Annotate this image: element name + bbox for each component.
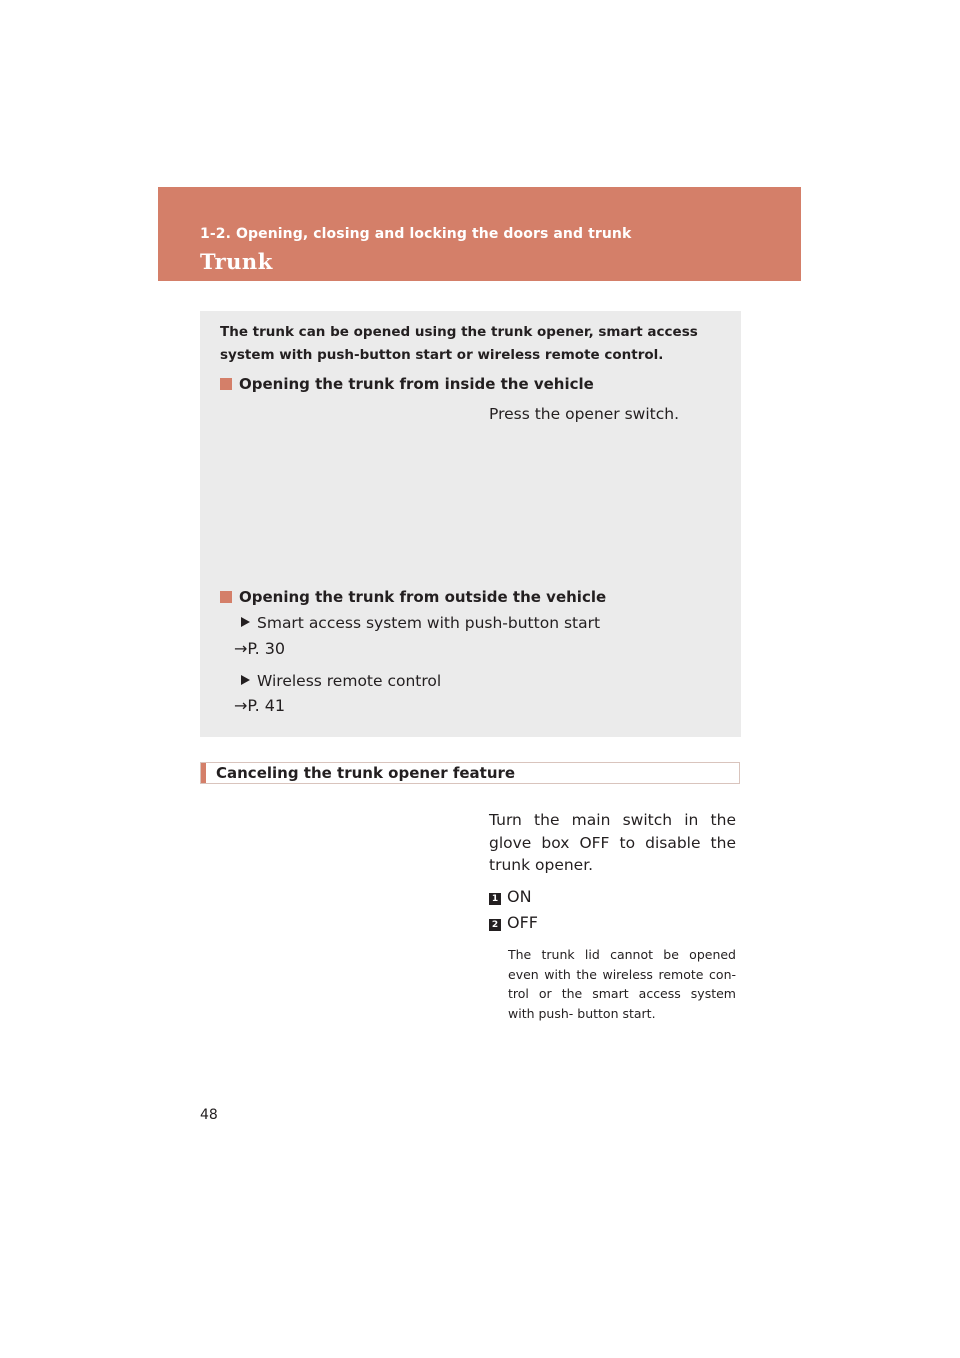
page-number: 48 [200, 1107, 218, 1123]
cancel-text: Turn the main switch in the glove box OFF to disable the trunk opener. [489, 811, 736, 874]
item-off [489, 913, 538, 932]
outside-heading [220, 588, 606, 606]
number-1-icon: 1 [489, 893, 501, 905]
inside-heading-text: Opening the trunk from inside the vehicle [239, 375, 594, 393]
remote-control-label: Wireless remote control [257, 672, 442, 690]
square-bullet-icon [220, 591, 232, 603]
smart-access-ref[interactable]: →P. 30 [234, 639, 286, 658]
page-title: Trunk [200, 249, 273, 274]
item-on [489, 887, 532, 906]
intro-text: The trunk can be opened using the trunk opener, smart access system with push-button start or wireless remote control. [220, 324, 698, 363]
outside-heading-text: Opening the trunk from outside the vehicle [239, 588, 607, 606]
header-band [158, 187, 801, 281]
number-2-icon: 2 [489, 919, 501, 931]
smart-access-label: Smart access system with push-button start [257, 614, 601, 632]
inside-heading [220, 375, 594, 393]
square-bullet-icon [220, 378, 232, 390]
item-on-label: ON [507, 887, 532, 906]
subsection-bar [200, 762, 740, 784]
section-label: 1-2. Opening, closing and locking the doors and trunk [200, 226, 632, 242]
triangle-bullet-icon [241, 617, 250, 627]
subsection-accent [201, 763, 206, 783]
subsection-title: Canceling the trunk opener feature [216, 764, 516, 782]
item-off-label: OFF [507, 913, 538, 932]
triangle-bullet-icon [241, 675, 250, 685]
smart-access-item [241, 614, 600, 632]
remote-control-ref[interactable]: →P. 41 [234, 696, 286, 715]
remote-control-item [241, 672, 441, 690]
info-panel [200, 311, 741, 737]
note-text: The trunk lid cannot be opened even with the wireless remote con-trol or the smart access system with push- button start. [508, 947, 736, 1021]
inside-text: Press the opener switch. [489, 405, 680, 423]
